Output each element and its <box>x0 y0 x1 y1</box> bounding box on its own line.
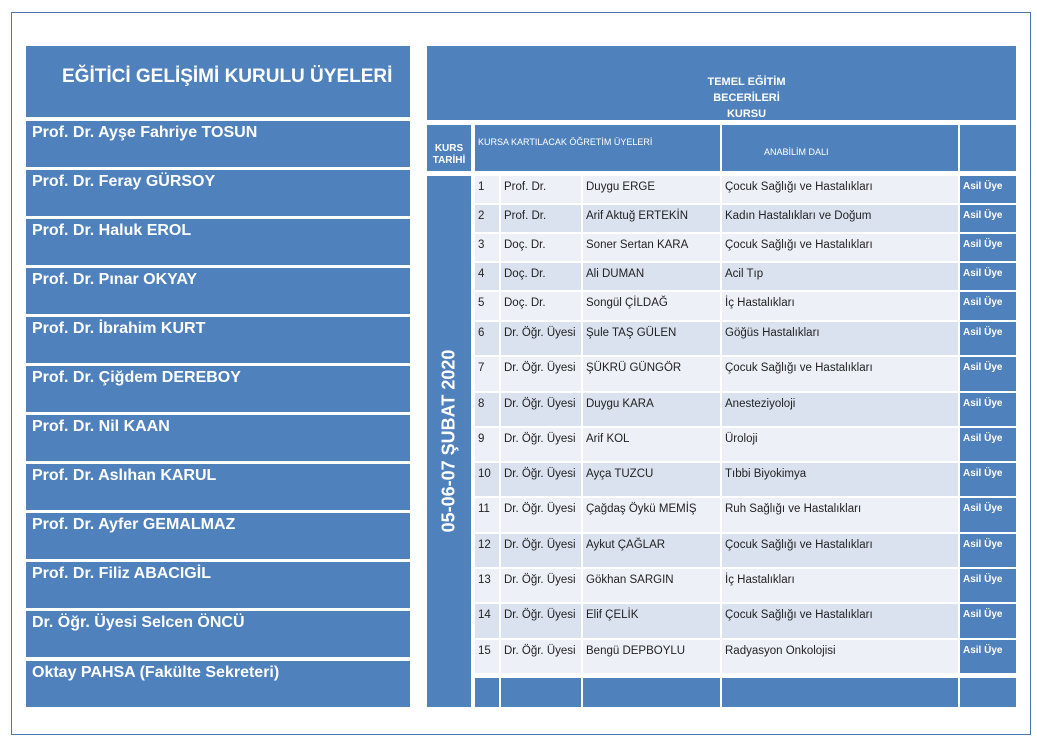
table-cell-title: Dr. Öğr. Üyesi <box>501 534 581 567</box>
table-cell-dept: Çocuk Sağlığı ve Hastalıkları <box>722 176 958 203</box>
table-cell-title: Dr. Öğr. Üyesi <box>501 322 581 355</box>
table-cell-num: 14 <box>475 604 499 638</box>
board-member: Dr. Öğr. Üyesi Selcen ÖNCÜ <box>26 611 410 657</box>
table-footer-cell <box>960 678 1016 707</box>
table-cell-dept: Radyasyon Onkolojisi <box>722 640 958 673</box>
table-cell-name: Gökhan SARGIN <box>583 569 720 602</box>
table-cell-title: Dr. Öğr. Üyesi <box>501 393 581 426</box>
board-member: Prof. Dr. Haluk EROL <box>26 219 410 265</box>
course-date: 05-06-07 ŞUBAT 2020 <box>438 349 459 533</box>
table-cell-dept: Çocuk Sağlığı ve Hastalıkları <box>722 357 958 391</box>
course-title <box>427 46 1016 120</box>
table-cell-title: Doç. Dr. <box>501 292 581 320</box>
board-member: Prof. Dr. Nil KAAN <box>26 415 410 461</box>
table-cell-dept: Üroloji <box>722 428 958 461</box>
table-cell-title: Prof. Dr. <box>501 205 581 232</box>
table-cell-title: Dr. Öğr. Üyesi <box>501 498 581 532</box>
table-cell-name: Çağdaş Öykü MEMİŞ <box>583 498 720 532</box>
table-cell-name: Songül ÇİLDAĞ <box>583 292 720 320</box>
board-member: Prof. Dr. Pınar OKYAY <box>26 268 410 314</box>
table-cell-dept: Çocuk Sağlığı ve Hastalıkları <box>722 234 958 261</box>
table-cell-status: Asil Üye <box>960 205 1016 232</box>
table-cell-status: Asil Üye <box>960 534 1016 567</box>
board-member: Prof. Dr. Çiğdem DEREBOY <box>26 366 410 412</box>
table-cell-dept: Ruh Sağlığı ve Hastalıkları <box>722 498 958 532</box>
table-cell-title: Doç. Dr. <box>501 234 581 261</box>
board-member: Prof. Dr. Ayşe Fahriye TOSUN <box>26 121 410 167</box>
table-cell-num: 9 <box>475 428 499 461</box>
course-title-line-1: TEMEL EĞİTİM <box>707 76 786 88</box>
table-cell-dept: İç Hastalıkları <box>722 292 958 320</box>
table-cell-num: 13 <box>475 569 499 602</box>
table-cell-status: Asil Üye <box>960 393 1016 426</box>
table-cell-status: Asil Üye <box>960 176 1016 203</box>
table-cell-status: Asil Üye <box>960 357 1016 391</box>
table-cell-num: 7 <box>475 357 499 391</box>
table-cell-status: Asil Üye <box>960 498 1016 532</box>
table-footer-cell <box>501 678 581 707</box>
course-title-line-2: BECERİLERİ <box>713 92 780 104</box>
table-cell-status: Asil Üye <box>960 322 1016 355</box>
table-cell-status: Asil Üye <box>960 234 1016 261</box>
table-cell-name: Bengü DEPBOYLU <box>583 640 720 673</box>
table-cell-name: Arif Aktuğ ERTEKİN <box>583 205 720 232</box>
table-cell-name: Ayça TUZCU <box>583 463 720 496</box>
table-cell-status: Asil Üye <box>960 604 1016 638</box>
table-cell-num: 3 <box>475 234 499 261</box>
table-cell-name: Aykut ÇAĞLAR <box>583 534 720 567</box>
table-cell-title: Dr. Öğr. Üyesi <box>501 428 581 461</box>
board-member: Prof. Dr. Feray GÜRSOY <box>26 170 410 216</box>
header-course-date: KURS TARİHİ <box>427 125 471 171</box>
table-cell-dept: Acil Tıp <box>722 263 958 290</box>
table-cell-name: Duygu KARA <box>583 393 720 426</box>
table-cell-dept: Çocuk Sağlığı ve Hastalıkları <box>722 604 958 638</box>
table-cell-name: Elif ÇELİK <box>583 604 720 638</box>
header-course-members: KURSA KARTILACAK ÖĞRETİM ÜYELERİ <box>475 125 720 171</box>
board-member: Prof. Dr. Aslıhan KARUL <box>26 464 410 510</box>
table-cell-title: Dr. Öğr. Üyesi <box>501 569 581 602</box>
table-cell-num: 6 <box>475 322 499 355</box>
table-footer-cell <box>722 678 958 707</box>
table-cell-title: Prof. Dr. <box>501 176 581 203</box>
board-member: Prof. Dr. İbrahim KURT <box>26 317 410 363</box>
board-member: Prof. Dr. Filiz ABACIGİL <box>26 562 410 608</box>
table-cell-title: Dr. Öğr. Üyesi <box>501 463 581 496</box>
table-cell-status: Asil Üye <box>960 463 1016 496</box>
table-footer-cell <box>475 678 499 707</box>
table-cell-title: Dr. Öğr. Üyesi <box>501 604 581 638</box>
table-cell-num: 1 <box>475 176 499 203</box>
table-cell-status: Asil Üye <box>960 640 1016 673</box>
board-title: EĞİTİCİ GELİŞİMİ KURULU ÜYELERİ <box>26 46 410 117</box>
table-cell-status: Asil Üye <box>960 292 1016 320</box>
table-cell-dept: İç Hastalıkları <box>722 569 958 602</box>
table-cell-num: 10 <box>475 463 499 496</box>
table-cell-status: Asil Üye <box>960 569 1016 602</box>
board-member: Oktay PAHSA (Fakülte Sekreteri) <box>26 661 410 707</box>
table-cell-num: 2 <box>475 205 499 232</box>
table-cell-name: ŞÜKRÜ GÜNGÖR <box>583 357 720 391</box>
table-cell-name: Ali DUMAN <box>583 263 720 290</box>
table-cell-name: Duygu ERGE <box>583 176 720 203</box>
table-cell-dept: Kadın Hastalıkları ve Doğum <box>722 205 958 232</box>
table-cell-dept: Tıbbi Biyokimya <box>722 463 958 496</box>
table-cell-name: Arif KOL <box>583 428 720 461</box>
table-cell-num: 4 <box>475 263 499 290</box>
table-cell-title: Doç. Dr. <box>501 263 581 290</box>
table-cell-title: Dr. Öğr. Üyesi <box>501 640 581 673</box>
table-cell-name: Soner Sertan KARA <box>583 234 720 261</box>
table-cell-num: 12 <box>475 534 499 567</box>
table-cell-num: 15 <box>475 640 499 673</box>
board-member: Prof. Dr. Ayfer GEMALMAZ <box>26 513 410 559</box>
course-title-line-3: KURSU <box>726 108 767 120</box>
table-cell-num: 11 <box>475 498 499 532</box>
table-cell-num: 8 <box>475 393 499 426</box>
table-footer-cell <box>583 678 720 707</box>
table-cell-title: Dr. Öğr. Üyesi <box>501 357 581 391</box>
table-cell-dept: Göğüs Hastalıkları <box>722 322 958 355</box>
header-status <box>960 125 1016 171</box>
table-cell-dept: Anesteziyoloji <box>722 393 958 426</box>
table-cell-status: Asil Üye <box>960 428 1016 461</box>
table-cell-status: Asil Üye <box>960 263 1016 290</box>
table-cell-num: 5 <box>475 292 499 320</box>
header-department: ANABİLİM DALI <box>722 125 958 171</box>
table-cell-dept: Çocuk Sağlığı ve Hastalıkları <box>722 534 958 567</box>
table-cell-name: Şule TAŞ GÜLEN <box>583 322 720 355</box>
